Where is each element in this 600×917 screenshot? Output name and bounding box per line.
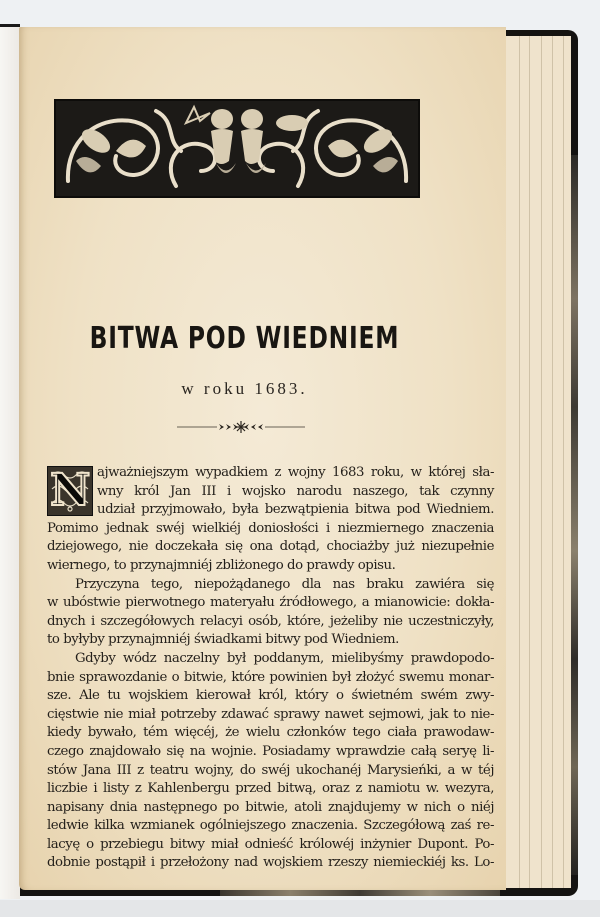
ornamental-headpiece-icon [54,99,420,198]
text-line: lacyę o przebiegu bitwy miał odnieść królowéj inżynier Dupont. Po- [47,836,494,852]
text-line: dnych i szczegółowych relacyi osób, które, jeżeliby nie uczestniczyły, [47,613,494,629]
dropcap-letter: N [50,465,90,516]
first-paragraph [47,464,494,576]
text-line: dziejowego, nie doczekała się ona dotąd, chociażby już niezupełnie [47,539,494,555]
text-line: w ubóstwie pierwotnego materyału źródłowego, a mianowicie: dokła- [47,595,494,611]
text-line: udział przyjmowało, była bezwątpienia bitwa pod Wiedniem. [97,502,494,518]
book-page [19,27,506,890]
paragraph-3 [47,650,494,873]
page-stack [505,36,571,888]
text-line: ajważniejszym wypadkiem z wojny 1683 roku, w której sła- [97,465,494,480]
floral-divider-icon [177,420,305,434]
text-line: Gdyby wódz naczelny był poddanym, mielibyśmy prawdopodo- [75,650,494,666]
text-line: Przyczyna tego, niepożądanego dla nas braku zawiéra się [75,576,494,592]
chapter-title: BITWA POD WIEDNIEM [89,321,400,356]
chapter-subtitle: w roku 1683. [181,379,308,398]
text-line: dobnie postąpił i przełożony nad wojskiem rzeszy niemieckiéj ks. Lo- [47,855,494,871]
text-line: cięstwie nie miał potrzeby zdawać sprawy nawet sejmowi, jak to nie- [47,706,494,722]
text-line: to byłyby przynajmniéj świadkami bitwy pod Wiedniem. [47,632,399,648]
text-line: liczbie i listy z Kahlenbergu przed bitwą, oraz z namiotu w. wezyra, [47,781,494,797]
text-line: sze. Ale tu wojskiem kierował król, który o świetném swém zwy- [47,688,494,704]
photo-backdrop [0,900,600,917]
text-line: czego znajdowało się na wojnie. Posiadamy wprawdzie całą seryę li- [47,743,494,759]
text-line: Pomimo jednak swéj wielkiéj doniosłości i niezmiernego znaczenia [47,520,494,536]
text-line: ledwie kilka wzmianek ogólniejszego znaczenia. Szczegółową zaś re- [47,818,494,834]
text-line: napisany dnia następnego po bitwie, atoli znajdujemy w nich o niéj [47,799,494,815]
paragraph-2 [47,576,494,650]
left-facing-page-edge [0,24,20,899]
decorated-initial-icon [47,466,93,516]
text-line: stów Jana III z teatru wojny, do swéj ukochanéj Marysieńki, a w téj [47,762,494,778]
text-line: wiernego, to przynajmniéj zbliżonego do prawdy opisu. [47,557,396,573]
text-line: bnie sprawozdanie o bitwie, które powinien był złożyć swemu monar- [47,669,494,685]
text-line: kiedy bywało, tém więcéj, że wielu członków tego ciała prawodaw- [47,725,494,741]
body-text [47,464,494,873]
text-line: wny król Jan III i wojsko narodu naszego, tak czynny [97,483,494,499]
